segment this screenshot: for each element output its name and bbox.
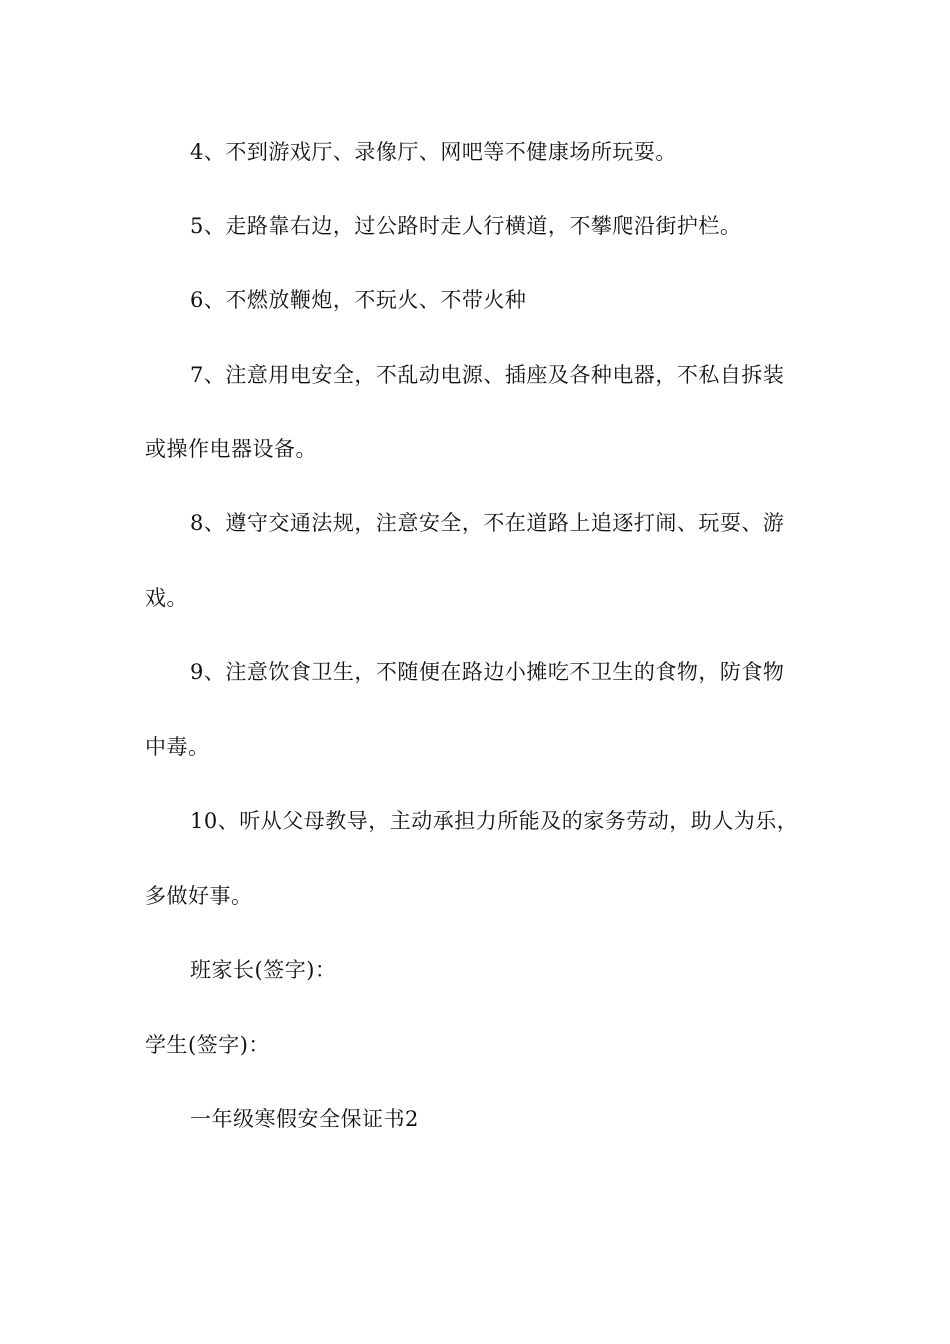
item-8-line-2: 戏。 bbox=[145, 586, 188, 610]
item-9-line-1: 9、注意饮食卫生，不随便在路边小摊吃不卫生的食物，防食物 bbox=[190, 660, 785, 684]
item-7-line-1: 7、注意用电安全，不乱动电源、插座及各种电器，不私自拆装 bbox=[190, 363, 785, 387]
item-10-line-1: 10、听从父母教导，主动承担力所能及的家务劳动，助人为乐， bbox=[190, 809, 799, 833]
next-section-title: 一年级寒假安全保证书2 bbox=[190, 1107, 419, 1131]
item-10-line-2: 多做好事。 bbox=[145, 884, 253, 908]
item-8-line-1: 8、遵守交通法规，注意安全，不在道路上追逐打闹、玩耍、游 bbox=[190, 511, 785, 535]
item-6-line-1: 6、不燃放鞭炮，不玩火、不带火种 bbox=[190, 288, 527, 312]
student-signature-label: 学生(签字)： bbox=[145, 1033, 270, 1057]
item-4-line-1: 4、不到游戏厅、录像厅、网吧等不健康场所玩耍。 bbox=[190, 140, 677, 164]
parent-signature-label: 班家长(签字)： bbox=[190, 958, 337, 982]
item-5-line-1: 5、走路靠右边，过公路时走人行横道，不攀爬沿街护栏。 bbox=[190, 214, 742, 238]
item-9-line-2: 中毒。 bbox=[145, 735, 210, 759]
item-7-line-2: 或操作电器设备。 bbox=[145, 437, 317, 461]
